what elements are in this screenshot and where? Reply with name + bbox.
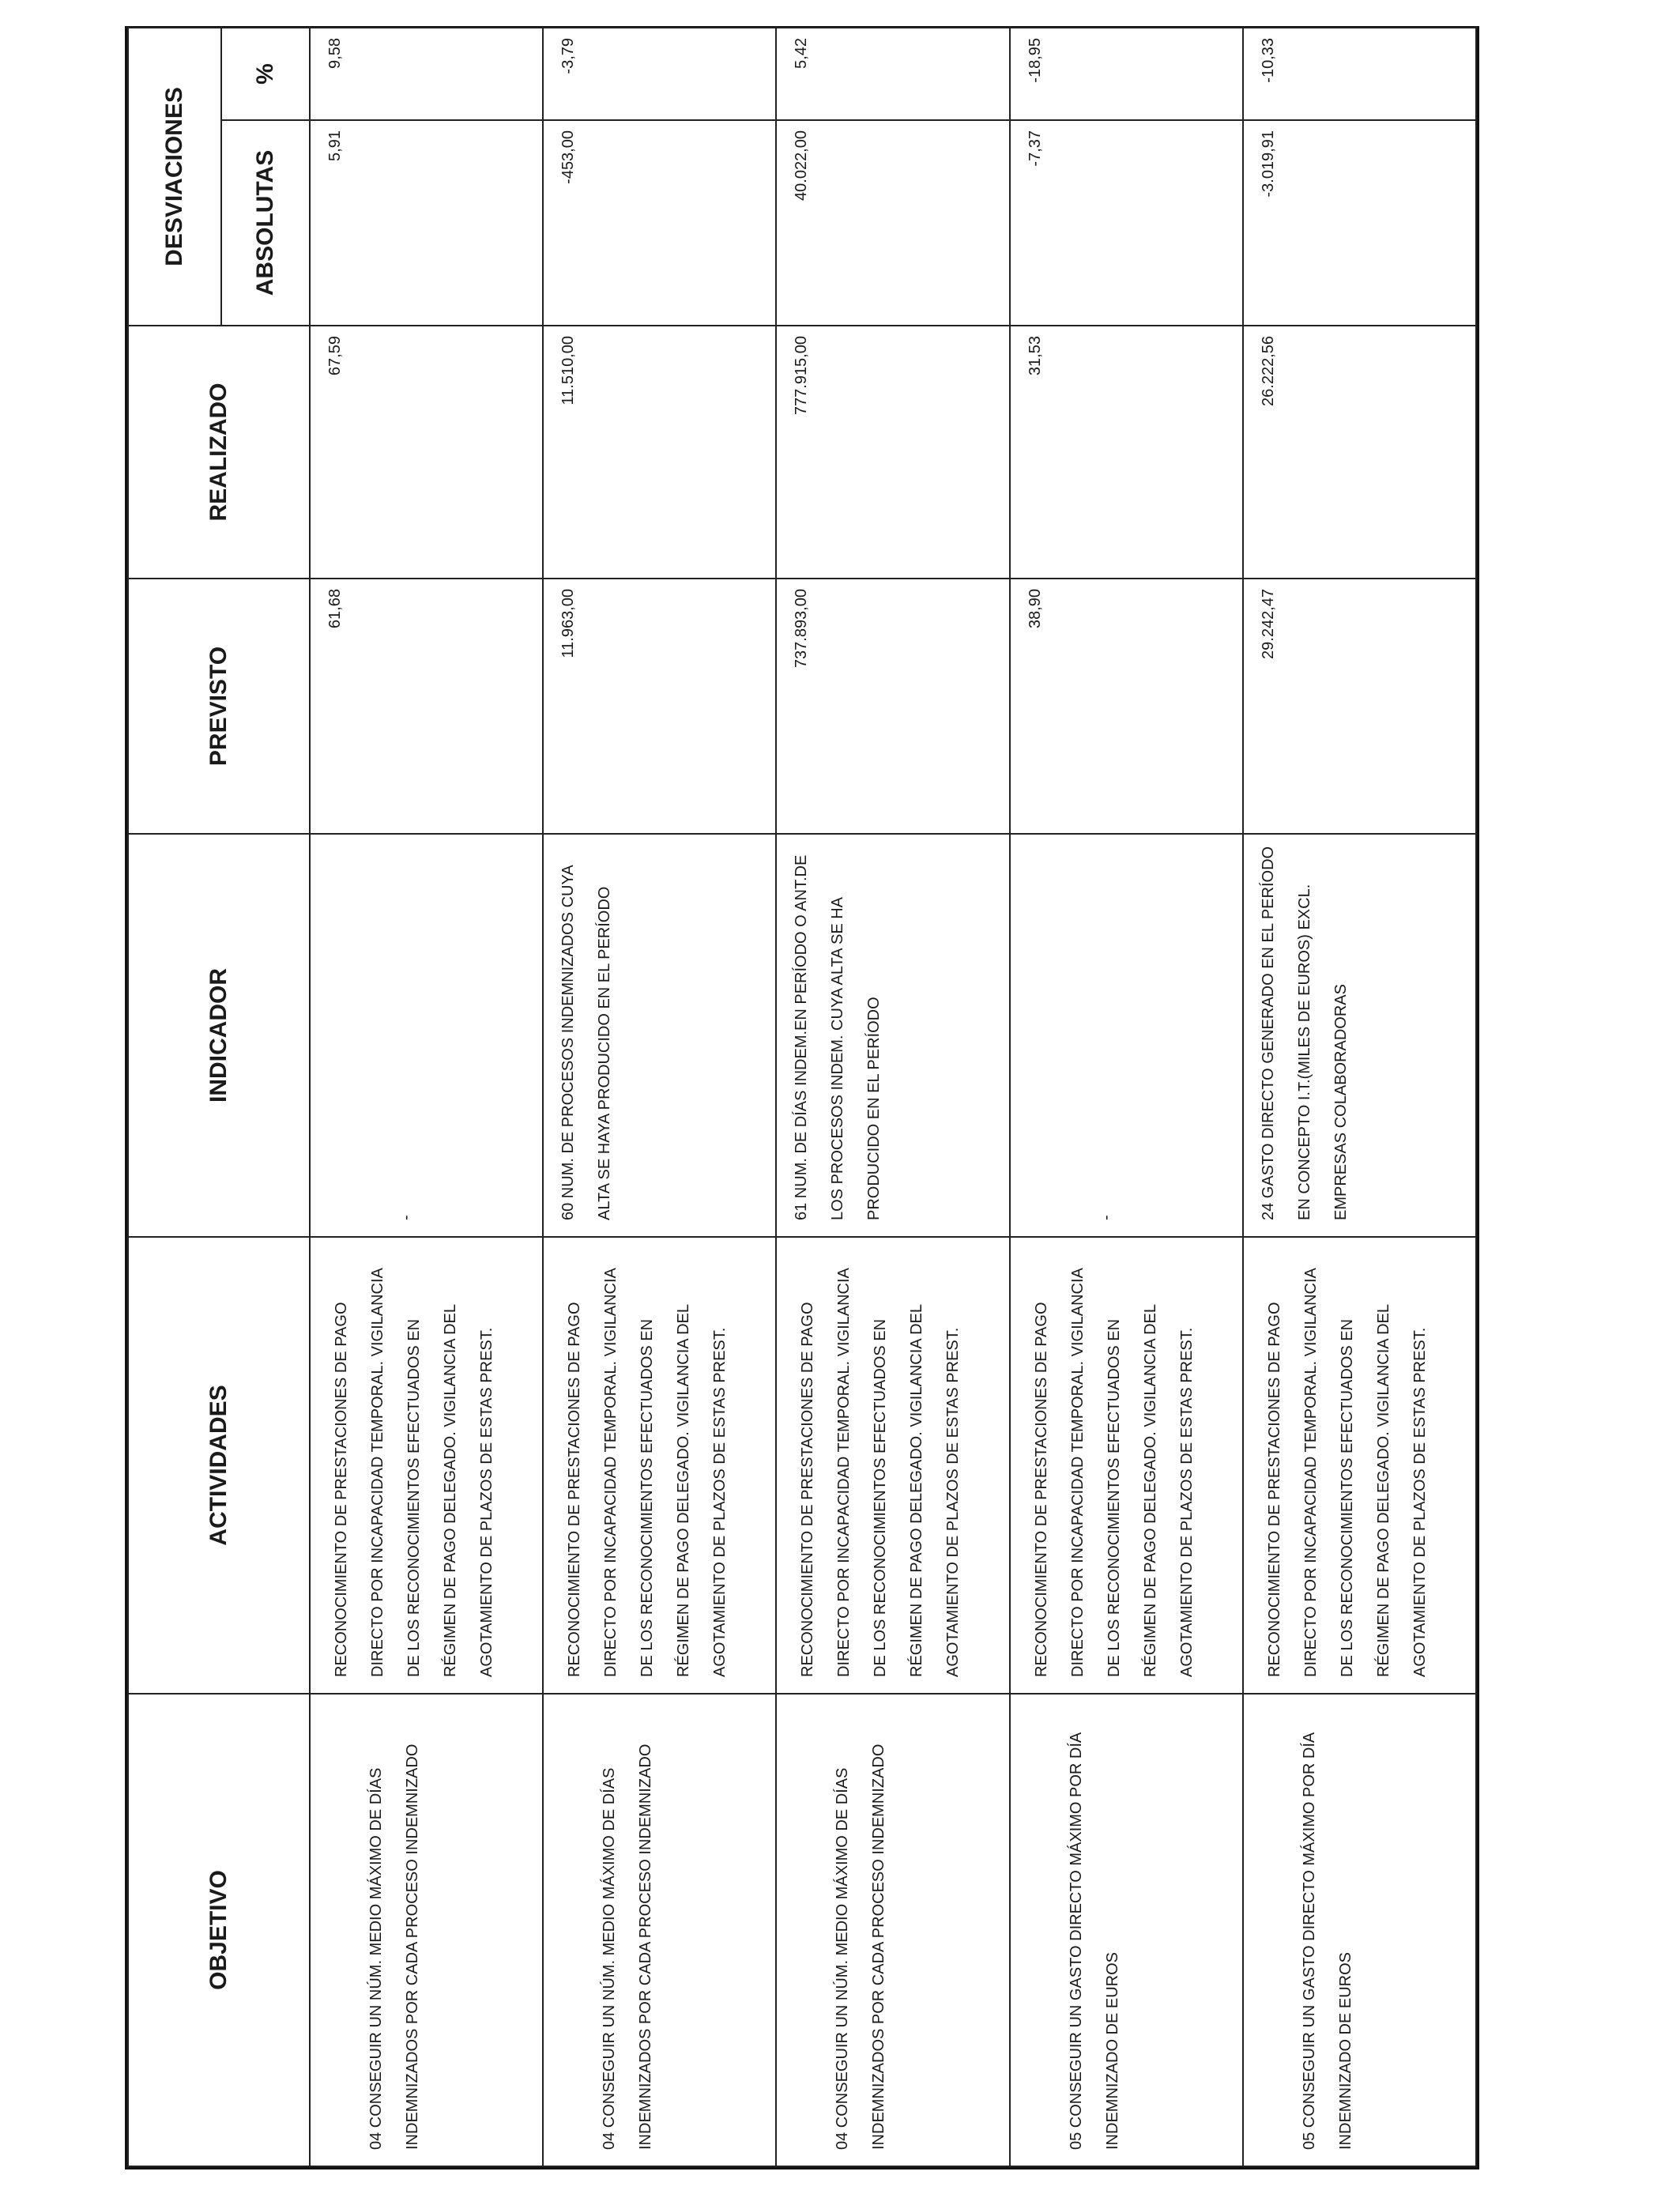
pct-value: -18,95 xyxy=(1026,38,1044,83)
header-realizado: REALIZADO xyxy=(128,326,310,579)
actividades-text: RECONOCIMIENTO DE PRESTACIONES DE PAGO DIRECTO POR INCAPACIDAD TEMPORAL. VIGILANCIA DE LOS RECONOCIMIENTOS EFECTUADOS EN RÉGIMEN DE PAGO DELEGADO. VIGILANCIA DEL AGOTAMIENTO DE PLAZOS DE ESTAS PREST. xyxy=(1265,1269,1429,1677)
table-row xyxy=(776,28,1009,2166)
cell-actividades xyxy=(543,1237,776,1694)
cell-realizado xyxy=(1243,326,1476,579)
cell-previsto xyxy=(543,579,776,834)
realizado-value: 31,53 xyxy=(1026,336,1044,376)
objetivo-text: 05 CONSEGUIR UN GASTO DIRECTO MÁXIMO POR DÍA INDEMNIZADO DE EUROS xyxy=(1067,1732,1121,2150)
realizado-value: 11.510,00 xyxy=(559,336,578,405)
cell-objetivo xyxy=(1010,1694,1243,2166)
cell-absolutas xyxy=(543,120,776,326)
pct-value: 5,42 xyxy=(793,38,811,69)
cell-indicador xyxy=(310,834,543,1237)
cell-realizado xyxy=(310,326,543,579)
table-row xyxy=(1243,28,1476,2166)
cell-pct xyxy=(543,28,776,120)
pct-value: 9,58 xyxy=(326,38,344,69)
header-actividades: ACTIVIDADES xyxy=(128,1237,310,1694)
actividades-text: RECONOCIMIENTO DE PRESTACIONES DE PAGO DIRECTO POR INCAPACIDAD TEMPORAL. VIGILANCIA DE LOS RECONOCIMIENTOS EFECTUADOS EN RÉGIMEN DE PAGO DELEGADO. VIGILANCIA DEL AGOTAMIENTO DE PLAZOS DE ESTAS PREST. xyxy=(333,1269,495,1677)
cell-actividades xyxy=(1243,1237,1476,1694)
pct-value: -10,33 xyxy=(1259,38,1277,83)
cell-absolutas xyxy=(1010,120,1243,326)
objetivo-text: 05 CONSEGUIR UN GASTO DIRECTO MÁXIMO POR DÍA INDEMNIZADO DE EUROS xyxy=(1300,1732,1354,2150)
objetivo-text: 04 CONSEGUIR UN NÚM. MEDIO MÁXIMO DE DÍAS INDEMNIZADOS POR CADA PROCESO INDEMNIZADO xyxy=(834,1744,888,2150)
previsto-value: 29.242,47 xyxy=(1259,589,1277,659)
cell-realizado xyxy=(1010,326,1243,579)
table-row xyxy=(310,28,543,2166)
rotated-table-container xyxy=(127,28,1477,2167)
indicador-text: - xyxy=(397,1215,415,1220)
realizado-value: 67,59 xyxy=(326,336,344,376)
realizado-value: 777.915,00 xyxy=(793,336,811,416)
cell-previsto xyxy=(310,579,543,834)
previsto-value: 38,90 xyxy=(1026,589,1044,629)
header-desviaciones: DESVIACIONES xyxy=(128,28,221,326)
cell-absolutas xyxy=(310,120,543,326)
pct-value: -3,79 xyxy=(559,38,578,74)
cell-pct xyxy=(776,28,1009,120)
actividades-text: RECONOCIMIENTO DE PRESTACIONES DE PAGO DIRECTO POR INCAPACIDAD TEMPORAL. VIGILANCIA DE LOS RECONOCIMIENTOS EFECTUADOS EN RÉGIMEN DE PAGO DELEGADO. VIGILANCIA DEL AGOTAMIENTO DE PLAZOS DE ESTAS PREST. xyxy=(1032,1269,1196,1677)
cell-actividades xyxy=(776,1237,1009,1694)
cell-indicador xyxy=(1010,834,1243,1237)
cell-pct xyxy=(1243,28,1476,120)
indicador-text: 60 NUM. DE PROCESOS INDEMNIZADOS CUYA ALTA SE HAYA PRODUCIDO EN EL PERÍODO xyxy=(559,865,614,1220)
absolutas-value: -3.019,91 xyxy=(1259,130,1277,198)
actividades-text: RECONOCIMIENTO DE PRESTACIONES DE PAGO DIRECTO POR INCAPACIDAD TEMPORAL. VIGILANCIA DE LOS RECONOCIMIENTOS EFECTUADOS EN RÉGIMEN DE PAGO DELEGADO. VIGILANCIA DEL AGOTAMIENTO DE PLAZOS DE ESTAS PREST. xyxy=(566,1269,729,1677)
objectives-table xyxy=(127,27,1477,2167)
header-absolutas: ABSOLUTAS xyxy=(221,120,310,326)
realizado-value: 26.222,56 xyxy=(1259,336,1277,406)
cell-indicador xyxy=(543,834,776,1237)
absolutas-value: 5,91 xyxy=(326,130,344,161)
cell-objetivo xyxy=(543,1694,776,2166)
cell-previsto xyxy=(1010,579,1243,834)
header-objetivo: OBJETIVO xyxy=(128,1694,310,2166)
cell-objetivo xyxy=(1243,1694,1476,2166)
cell-indicador xyxy=(776,834,1009,1237)
absolutas-value: 40.022,00 xyxy=(793,130,811,201)
cell-objetivo xyxy=(776,1694,1009,2166)
cell-realizado xyxy=(776,326,1009,579)
indicador-text: 24 GASTO DIRECTO GENERADO EN EL PERÍODO EN CONCEPTO I.T.(MILES DE EUROS) EXCL. EMPRESAS COLABORADORAS xyxy=(1259,846,1350,1220)
cell-absolutas xyxy=(1243,120,1476,326)
objetivo-text: 04 CONSEGUIR UN NÚM. MEDIO MÁXIMO DE DÍAS INDEMNIZADOS POR CADA PROCESO INDEMNIZADO xyxy=(367,1744,421,2150)
objetivo-text: 04 CONSEGUIR UN NÚM. MEDIO MÁXIMO DE DÍAS INDEMNIZADOS POR CADA PROCESO INDEMNIZADO xyxy=(601,1744,655,2150)
cell-previsto xyxy=(776,579,1009,834)
header-previsto: PREVISTO xyxy=(128,579,310,834)
cell-previsto xyxy=(1243,579,1476,834)
cell-objetivo xyxy=(310,1694,543,2166)
absolutas-value: -7,37 xyxy=(1026,130,1044,167)
cell-indicador xyxy=(1243,834,1476,1237)
previsto-value: 11.963,00 xyxy=(559,589,578,658)
previsto-value: 61,68 xyxy=(326,589,344,629)
cell-actividades xyxy=(1010,1237,1243,1694)
table-row xyxy=(543,28,776,2166)
document-page xyxy=(125,26,1479,2169)
previsto-value: 737.893,00 xyxy=(793,589,811,669)
cell-pct xyxy=(310,28,543,120)
cell-pct xyxy=(1010,28,1243,120)
indicador-text: - xyxy=(1097,1215,1115,1220)
header-indicador: INDICADOR xyxy=(128,834,310,1237)
header-pct: % xyxy=(221,28,310,120)
cell-absolutas xyxy=(776,120,1009,326)
actividades-text: RECONOCIMIENTO DE PRESTACIONES DE PAGO DIRECTO POR INCAPACIDAD TEMPORAL. VIGILANCIA DE LOS RECONOCIMIENTOS EFECTUADOS EN RÉGIMEN DE PAGO DELEGADO. VIGILANCIA DEL AGOTAMIENTO DE PLAZOS DE ESTAS PREST. xyxy=(799,1269,962,1677)
absolutas-value: -453,00 xyxy=(559,130,578,184)
indicador-text: 61 NUM. DE DÍAS INDEM.EN PERÍODO O ANT.DE LOS PROCESOS INDEM. CUYA ALTA SE HA PRODUCIDO EN EL PERÍODO xyxy=(793,854,883,1220)
cell-actividades xyxy=(310,1237,543,1694)
cell-realizado xyxy=(543,326,776,579)
table-row xyxy=(1010,28,1243,2166)
